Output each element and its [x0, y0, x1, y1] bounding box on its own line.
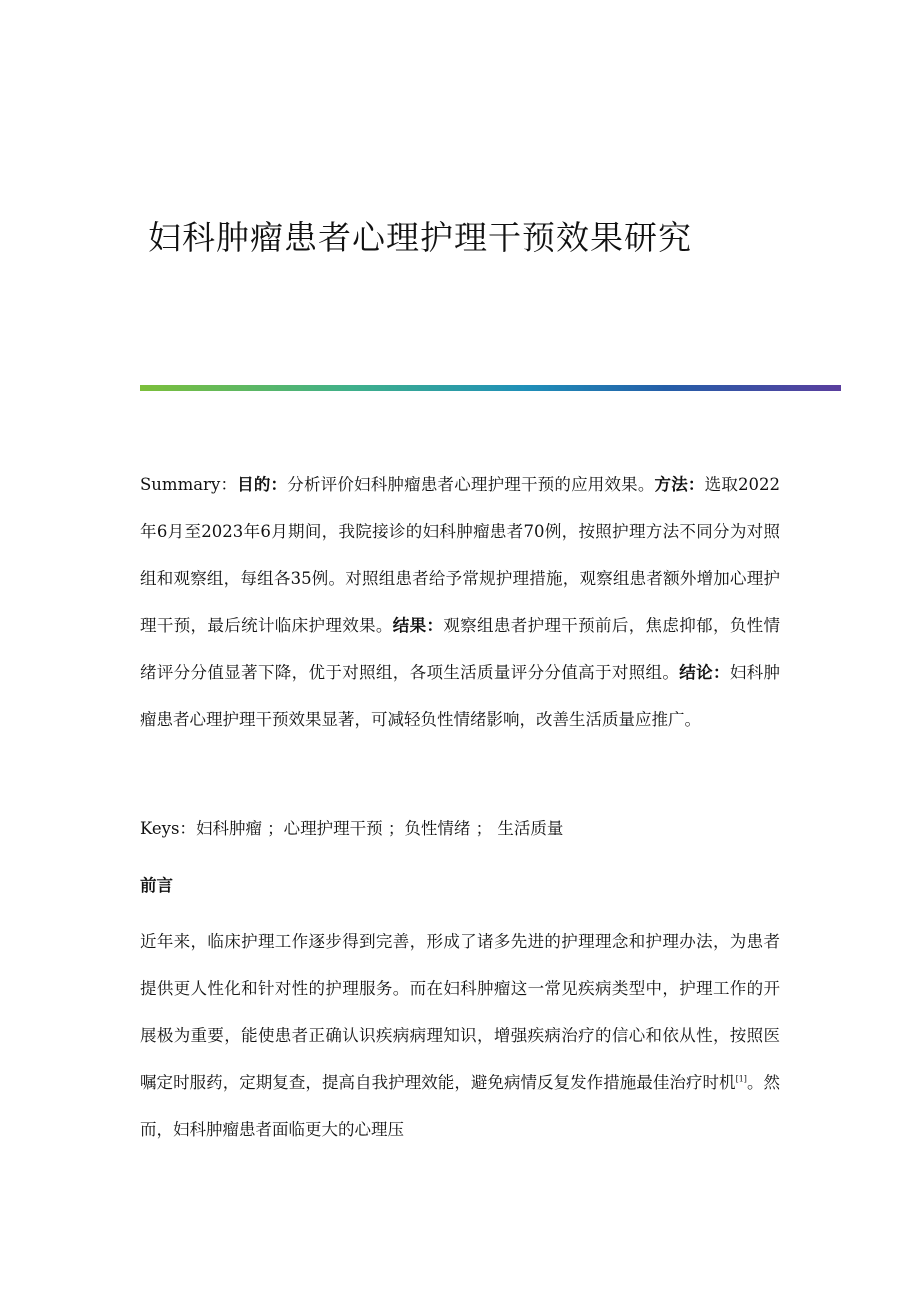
summary-label: Summary： [140, 475, 238, 494]
summary-paragraph [140, 461, 780, 743]
citation-ref[interactable]: [1] [735, 1074, 747, 1084]
conclusion-label: 结论： [679, 663, 730, 682]
preface-text-continued: 。然而，妇科肿瘤患者面临更大的心理压 [140, 1073, 781, 1139]
conclusion-text: 妇科肿瘤患者心理护理干预效果显著，可减轻负性情绪影响，改善生活质量应推广。 [140, 663, 781, 729]
paper-title: 妇科肿瘤患者心理护理干预效果研究 [148, 218, 692, 257]
aim-label: 目的： [237, 475, 288, 494]
result-text: 观察组患者护理干预前后，焦虑抑郁，负性情绪评分分值显著下降，优于对照组，各项生活质量评分分值高于对照组。 [140, 616, 781, 682]
gradient-divider [140, 385, 841, 391]
aim-text: 分析评价妇科肿瘤患者心理护理干预的应用效果。 [287, 475, 655, 494]
preface-paragraph [140, 918, 780, 1153]
preface-heading: 前言 [140, 876, 173, 895]
keywords-line [140, 805, 780, 852]
method-text: 选取2022年6月至2023年6月期间，我院接诊的妇科肿瘤患者70例，按照护理方法不同分为对照组和观察组，每组各35例。对照组患者给予常规护理措施，观察组患者额外增加心理护理干预，最后统计临床护理效果。 [140, 475, 781, 635]
preface-text: 近年来，临床护理工作逐步得到完善，形成了诸多先进的护理理念和护理办法，为患者提供更人性化和针对性的护理服务。而在妇科肿瘤这一常见疾病类型中，护理工作的开展极为重要，能使患者正确认识疾病病理知识，增强疾病治疗的信心和依从性，按照医嘱定时服药，定期复查，提高自我护理效能，避免病情反复发作措施最佳治疗时机 [140, 932, 780, 1092]
keys-label: Keys： [140, 819, 196, 838]
result-label: 结果： [392, 616, 444, 635]
keys-text: 妇科肿瘤 ；心理护理干预 ；负性情绪 ； 生活质量 [195, 819, 564, 838]
method-label: 方法： [654, 475, 705, 494]
